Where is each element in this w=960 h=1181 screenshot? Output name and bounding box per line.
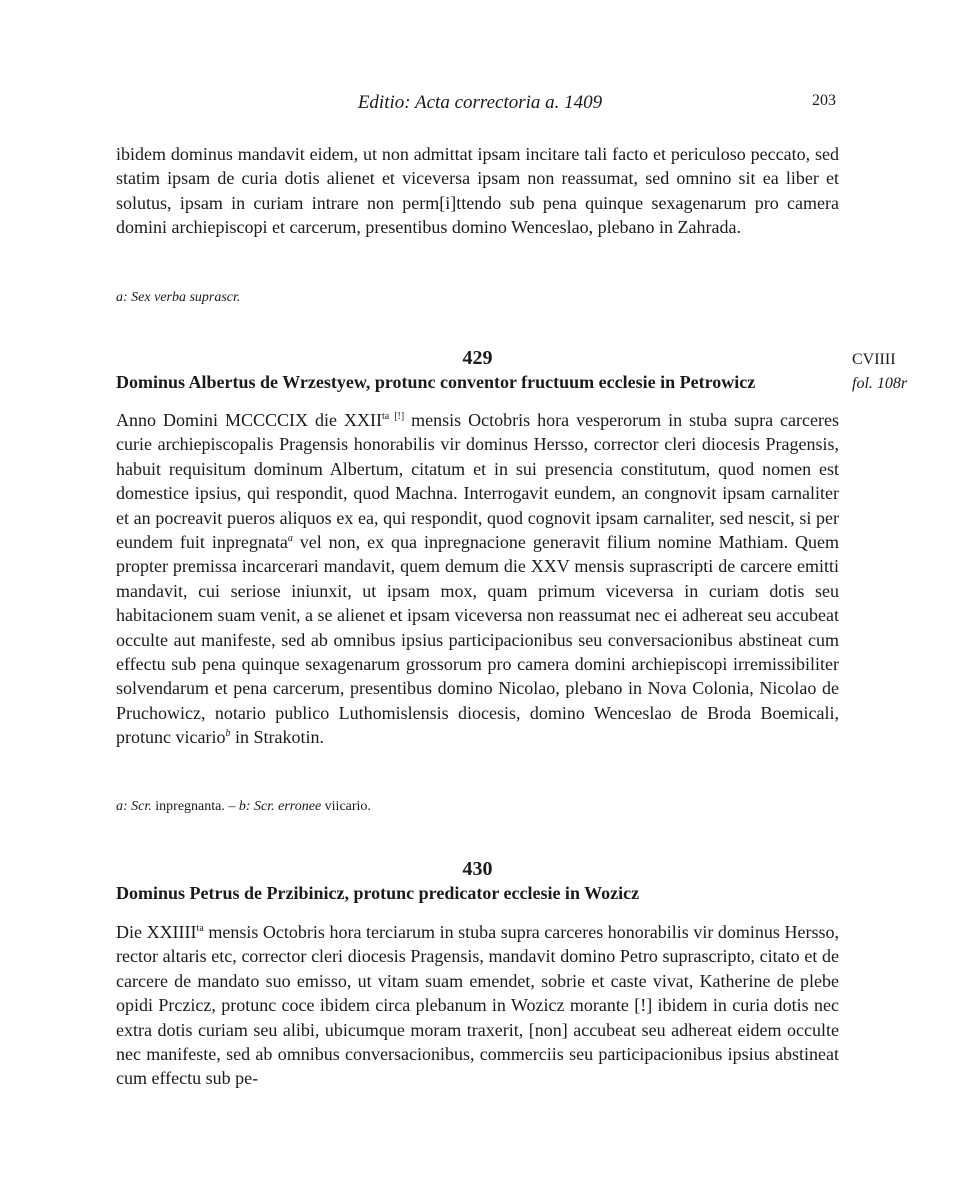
continuation-paragraph: ibidem dominus mandavit eidem, ut non admittat ipsam incitare tali facto et periculoso peccato, sed statim ipsam de curia dotis alienet et viceversa ipsam non reassumat, sed omnino sit ea liber et solutus, ipsam in curiam intrare non perm[i]ttendo sub pena quinque sexagenarum pro camera domini archiepiscopi et carcerum, presentibus domino Wenceslao, plebano in Zahrada. — [116, 144, 839, 238]
superscript: ta — [196, 923, 204, 934]
margin-folio: fol. 108r — [852, 375, 908, 392]
continuation-footnote — [116, 288, 839, 308]
entry-number: 430 — [462, 858, 493, 880]
entry-paragraph — [116, 920, 839, 1091]
superscript: ta [!] — [381, 411, 405, 422]
text-run: in Strakotin. — [230, 727, 324, 748]
entry-title: Dominus Petrus de Przibinicz, protunc predicator ecclesie in Wozicz — [116, 883, 640, 903]
entry-429 — [116, 346, 839, 394]
page-number: 203 — [812, 92, 836, 109]
footnote-body: viicario. — [321, 799, 371, 814]
footnote-text: a: Sex verba suprascr. — [116, 290, 241, 305]
entry-title: Dominus Albertus de Wrzestyew, protunc conventor fructuum ecclesie in Petrowicz — [116, 372, 756, 392]
footnote-body: inpregnanta. – — [151, 799, 239, 814]
entry-429-body — [116, 408, 839, 750]
entry-paragraph — [116, 408, 839, 750]
text-run: Die XXIIII — [116, 922, 197, 942]
text-run: Anno Domini MCCCCIX die XXII — [116, 410, 382, 430]
footnote-text — [116, 797, 839, 817]
entry-number: 429 — [462, 347, 493, 369]
footnote-label: a: Scr. — [116, 799, 152, 814]
footnote-marker: a — [287, 533, 293, 545]
running-head — [0, 92, 960, 118]
text-run: mensis Octobris hora vesperorum in stuba supra carceres curie archiepiscopalis Pragensis honorabilis vir dominus Hersso, corrector cleri diocesis Pragensis, habuit requisitum dominum Albertum, citatum et in sui presencia constitutum, quod nomen est domestice ipsius, qui respondit, quod Machna. Interrogavit eundem, an congnovit ipsam carnaliter et an pocreavit pueros aliquos ex ea, qui respondit, quod cognovit ipsam carnaliter, sed nescit, si per eundem fuit inpregnata — [116, 410, 839, 553]
text-run: vel non, ex qua inpregnacione generavit filium nomine Mathiam. Quem propter premissa incarcerari mandavit, quem demum die XXV mensis suprascripti de carcere emitti mandavit, cui seriose iniunxit, ut ipsam mox, quam primum viceversa in curiam dotis seu habitacionem suam venit, a se alienet et ipsam viceversa non reassumat nec ei adhereat seu accubeat occulte aut manifeste, sed ab omnibus ipsius participacionibus seu conversacionibus abstineat cum effectu sub pena quinque sexagenarum grossorum pro camera domini archiepiscopi irremissibiliter solvendarum et pena carcerum, presentibus domino Nicolao, plebano in Nova Colonia, Nicolao de Pruchowicz, notario publico Luthomislensis diocesis, domino Wenceslao de Broda Boemicali, protunc vicario — [116, 532, 839, 748]
entry-430 — [116, 857, 839, 905]
continuation-section — [116, 142, 839, 240]
footnote-marker: b — [225, 728, 231, 740]
margin-note-429 — [852, 348, 932, 396]
margin-roman-numeral: CVIIII — [852, 351, 896, 368]
running-title: Editio: Acta correctoria a. 1409 — [357, 92, 603, 113]
footnote-label: b: Scr. erronee — [238, 799, 322, 814]
entry-429-footnotes — [116, 797, 839, 817]
entry-430-body — [116, 920, 839, 1091]
text-run: mensis Octobris hora terciarum in stuba supra carceres honorabilis vir dominus Hersso, rector altaris etc, corrector cleri diocesis Pragensis, mandavit domino Petro suprascripto, citato et de carcere de mandato suo emisso, ut vitam suam emendet, sobrie et caste vivat, Katherine de plebe opidi Prczicz, protunc coce ibidem circa plebanum in Wozicz morante [!] ibidem in curia dotis nec extra dotis curiam seu alibi, ubicumque moram traxerit, [non] accubeat seu adhereat eidem occulte nec manifeste, sed ab omnibus conversacionibus, commerciis seu participacionibus ipsius abstineat cum effectu sub pe- — [116, 922, 840, 1089]
